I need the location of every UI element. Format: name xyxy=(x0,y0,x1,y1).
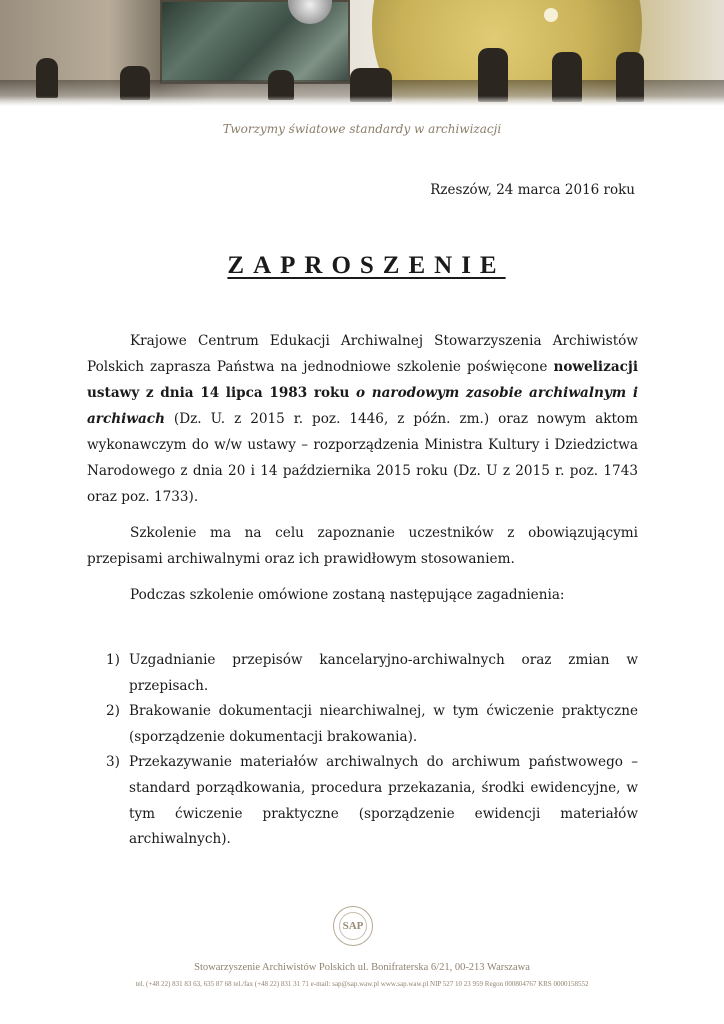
topics-intro-text: Podczas szkolenie omówione zostaną następujące zagadnienia: xyxy=(130,587,565,603)
person-silhouette xyxy=(36,58,58,98)
list-item-text: Uzgadnianie przepisów kancelaryjno-archiwalnych oraz zmian w przepisach. xyxy=(129,652,638,694)
list-item-text: Brakowanie dokumentacji niearchiwalnej, w tym ćwiczenie praktyczne (sporządzenie dokumentacji brakowania). xyxy=(129,703,638,745)
list-item xyxy=(106,750,638,852)
list-item xyxy=(106,699,638,750)
intro-bold-text: nowelizacji ustawy z dnia 14 lipca 1983 roku xyxy=(87,359,638,401)
document-title xyxy=(0,252,724,280)
person-silhouette xyxy=(552,52,582,102)
person-silhouette xyxy=(478,48,508,102)
intro-text: Krajowe Centrum Edukacji Archiwalnej Stowarzyszenia Archiwistów Polskich zaprasza Państwa na jednodniowe szkolenie poświęcone xyxy=(87,333,638,375)
list-item-number: 1) xyxy=(106,652,120,668)
person-silhouette xyxy=(120,66,150,100)
title-text: ZAPROSZENIE xyxy=(227,252,506,279)
list-item xyxy=(106,648,638,699)
sap-logo-text: SAP xyxy=(339,912,367,940)
list-item-number: 3) xyxy=(106,754,120,771)
person-silhouette xyxy=(616,52,644,102)
document-date: Rzeszów, 24 marca 2016 roku xyxy=(430,182,635,198)
sap-logo xyxy=(333,906,373,946)
tagline: Tworzymy światowe standardy w archiwizacji xyxy=(222,122,502,136)
act-title-text: o narodowym zasobie archiwalnym i archiwach xyxy=(87,385,638,427)
banner-fade xyxy=(0,96,724,106)
topics-list xyxy=(106,648,638,853)
intro-paragraph xyxy=(87,328,638,510)
lamp-light xyxy=(544,8,558,22)
topics-intro-paragraph xyxy=(87,582,638,608)
footer-contact: tel. (+48 22) 831 83 63, 635 87 68 tel./fax (+48 22) 831 31 71 e-mail: sap@sap.waw.pl www.sap.waw.pl NIP 527 10 23 959 Regon 000804767 KRS 0000158552 xyxy=(135,980,589,988)
header-banner-photo xyxy=(0,0,724,106)
list-item-number: 2) xyxy=(106,703,120,720)
footer-address: Stowarzyszenie Archiwistów Polskich ul. Bonifraterska 6/21, 00-213 Warszawa xyxy=(194,962,530,973)
intro-text-continued: (Dz. U. z 2015 r. poz. 1446, z późn. zm.) oraz nowym aktom wykonawczym do w/w ustawy – rozporządzenia Ministra Kultury i Dziedzictwa Narodowego z dnia 20 i 14 października 2015 roku (Dz. U z 2015 r. poz. 1743 oraz poz. 1733). xyxy=(87,411,638,505)
goal-paragraph xyxy=(87,520,638,572)
list-item-text: Przekazywanie materiałów archiwalnych do archiwum państwowego – standard porządkowania, procedura przekazania, środki ewidencyjne, w tym ćwiczenie praktyczne (sporządzenie ewidencji materiałów archiwalnych). xyxy=(129,754,638,848)
goal-text: Szkolenie ma na celu zapoznanie uczestników z obowiązującymi przepisami archiwalnymi oraz ich prawidłowym stosowaniem. xyxy=(87,525,638,567)
